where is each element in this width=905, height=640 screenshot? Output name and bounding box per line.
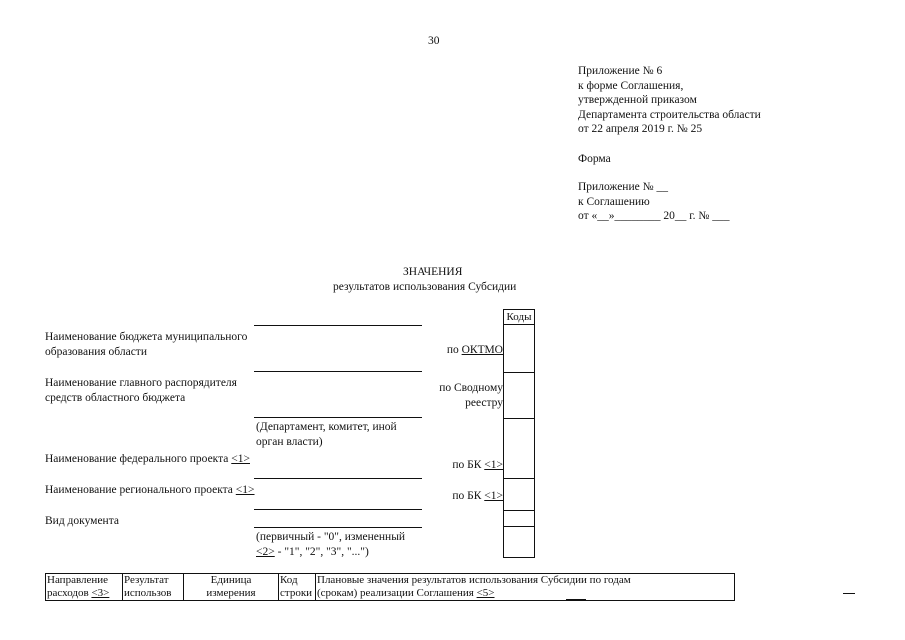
federal-project-label bbox=[45, 452, 255, 467]
appendix-line: Приложение № 6 bbox=[578, 65, 663, 77]
registry-label bbox=[439, 381, 503, 410]
fill-line bbox=[254, 478, 422, 479]
agreement-line: Приложение № __ bbox=[578, 181, 668, 193]
budget-name-label: Наименование бюджета муниципального образования области bbox=[45, 331, 248, 358]
col-line-code bbox=[279, 574, 316, 601]
fill-line bbox=[254, 325, 422, 326]
oktmo-prefix: по bbox=[446, 344, 462, 356]
col-line bbox=[47, 587, 121, 600]
col-unit bbox=[184, 574, 279, 601]
page-number: 30 bbox=[428, 35, 440, 47]
department-hint: (Департамент, комитет, иной орган власти) bbox=[256, 421, 397, 448]
doc-type-hint-line2 bbox=[256, 545, 405, 560]
col-result bbox=[123, 574, 184, 601]
code-separator bbox=[504, 510, 534, 511]
code-separator bbox=[504, 526, 534, 527]
federal-project-text: Наименование федерального проекта bbox=[45, 453, 229, 465]
doc-type-hint-rest: - "1", "2", "3", "...") bbox=[274, 545, 369, 558]
document-title: ЗНАЧЕНИЯ bbox=[403, 266, 463, 278]
document-subtitle: результатов использования Субсидии bbox=[333, 281, 517, 293]
bk-label-1 bbox=[452, 458, 503, 473]
appendix-line: Департамента строительства области bbox=[578, 108, 761, 121]
regional-project-label bbox=[45, 483, 255, 498]
regional-project-text: Наименование регионального проекта bbox=[45, 484, 233, 496]
scan-mark bbox=[566, 599, 586, 600]
fill-line bbox=[254, 509, 422, 510]
code-separator bbox=[504, 478, 534, 479]
col1-note-link[interactable]: <3> bbox=[91, 587, 110, 599]
bk-note-link[interactable]: <1> bbox=[484, 490, 503, 502]
scan-mark bbox=[843, 593, 855, 594]
col-planned-values bbox=[316, 574, 735, 601]
col-line: Результат bbox=[124, 574, 169, 586]
col-text: расходов bbox=[47, 587, 92, 599]
appendix-line: утвержденной приказом bbox=[578, 94, 697, 106]
fill-line bbox=[254, 527, 422, 528]
federal-note-link[interactable]: <1> bbox=[231, 453, 250, 465]
col-line bbox=[317, 587, 733, 600]
codes-column bbox=[503, 324, 535, 558]
registry-line1: по Сводному bbox=[439, 382, 503, 394]
oktmo-label bbox=[447, 343, 503, 358]
bk-prefix: по БК bbox=[452, 459, 485, 471]
appendix-line: от 22 апреля 2019 г. № 25 bbox=[578, 123, 703, 135]
doc-type-label: Вид документа bbox=[45, 515, 119, 527]
col-line: измерения bbox=[206, 587, 256, 599]
doc-type-note-link[interactable]: <2> bbox=[256, 545, 275, 558]
col-line: строки bbox=[280, 587, 313, 599]
main-manager-label: Наименование главного распорядителя средств областного бюджета bbox=[45, 377, 237, 404]
agreement-line: к Соглашению bbox=[578, 195, 650, 208]
code-separator bbox=[504, 418, 534, 419]
codes-header: Коды bbox=[503, 309, 535, 324]
doc-type-hint bbox=[256, 530, 405, 559]
bk-note-link[interactable]: <1> bbox=[484, 459, 503, 471]
fill-line bbox=[254, 417, 422, 418]
col-line: Направление bbox=[47, 574, 109, 586]
col-line: использов bbox=[124, 587, 172, 599]
bk-prefix: по БК bbox=[452, 490, 485, 502]
appendix-header bbox=[578, 64, 761, 137]
col-line: Единица bbox=[210, 574, 252, 586]
col-line: Код bbox=[280, 574, 298, 586]
fill-line bbox=[254, 371, 422, 372]
form-label: Форма bbox=[578, 153, 611, 165]
bk-label-2 bbox=[452, 489, 503, 504]
oktmo-link[interactable]: ОКТМО bbox=[461, 344, 503, 356]
agreement-line: от «__»________ 20__ г. № ___ bbox=[578, 210, 730, 222]
doc-type-hint-line1: (первичный - "0", измененный bbox=[256, 531, 406, 543]
col-text: (срокам) реализации Соглашения bbox=[317, 587, 477, 599]
code-separator bbox=[504, 372, 534, 373]
registry-line2: реестру bbox=[465, 396, 503, 409]
results-table-header bbox=[45, 573, 735, 601]
agreement-header bbox=[578, 180, 730, 224]
col-line: Плановые значения результатов использования Субсидии по годам bbox=[317, 574, 631, 586]
col-expense-direction bbox=[46, 574, 123, 601]
col5-note-link[interactable]: <5> bbox=[476, 587, 495, 599]
regional-note-link[interactable]: <1> bbox=[235, 484, 255, 496]
appendix-line: к форме Соглашения, bbox=[578, 79, 684, 92]
